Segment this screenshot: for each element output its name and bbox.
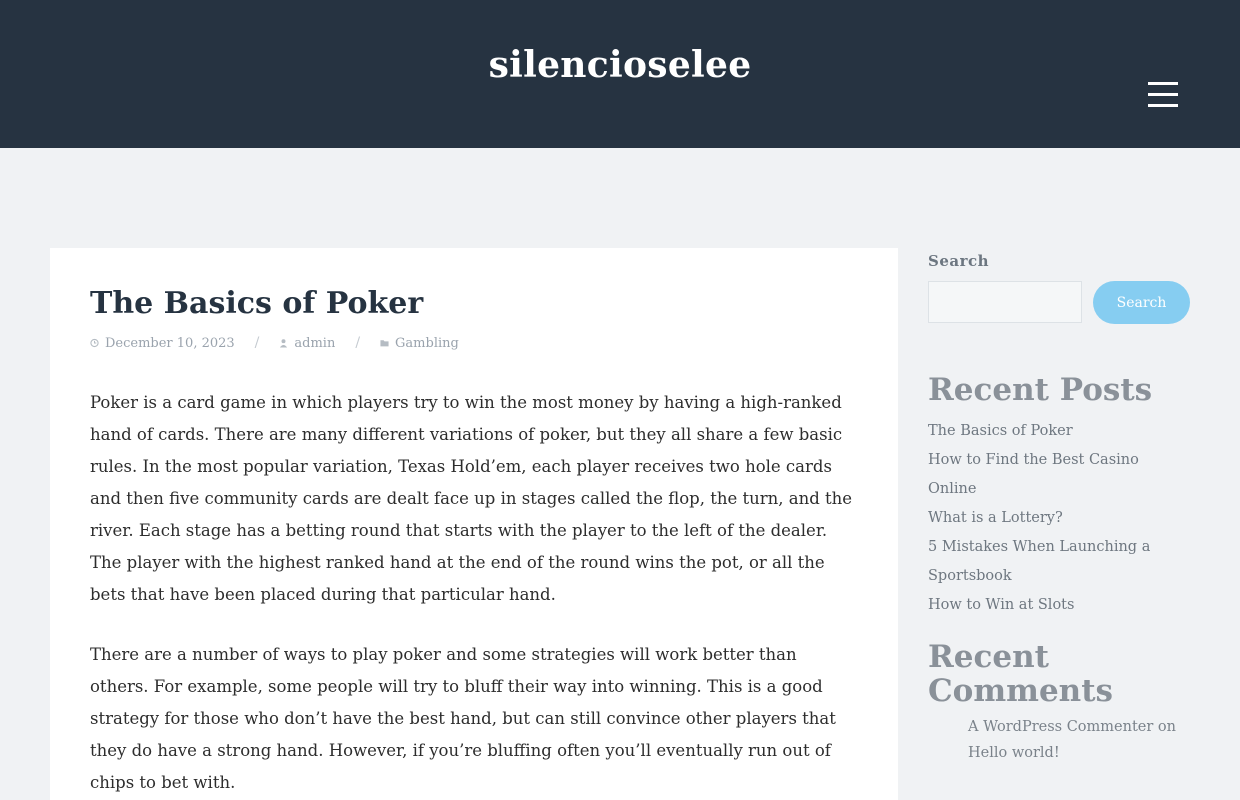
- comment-post-link[interactable]: Hello world!: [968, 745, 1060, 761]
- list-item: [928, 446, 1190, 504]
- recent-post-link[interactable]: 5 Mistakes When Launching a Sportsbook: [928, 539, 1151, 584]
- hamburger-menu-icon[interactable]: [1146, 80, 1180, 108]
- comment-connector: on: [1157, 719, 1176, 735]
- post-meta: [90, 335, 459, 351]
- search-label: Search: [928, 252, 990, 270]
- post-paragraph: There are a number of ways to play poker and some strategies will work better than others. For example, some people will try to bluff their way into winning. This is a good strategy for those who don’t have the best hand, but can still convince other players that they do have a strong hand. However, if you’re bluffing often you’ll eventually run out of chips to bet with.: [90, 645, 836, 792]
- meta-separator: /: [254, 335, 260, 351]
- menu-bar: [1148, 93, 1178, 96]
- list-item: [928, 591, 1190, 620]
- menu-bar: [1148, 104, 1178, 107]
- recent-post-link[interactable]: How to Find the Best Casino Online: [928, 452, 1139, 497]
- search-input[interactable]: [928, 281, 1082, 323]
- site-header: [0, 0, 1240, 148]
- post-category-link[interactable]: Gambling: [395, 335, 459, 351]
- list-item: [928, 533, 1190, 591]
- post-paragraph: Poker is a card game in which players try to win the most money by having a high-ranked hand of cards. There are many different variations of poker, but they all share a few basic rules. In the most popular variation, Texas Hold’em, each player receives two hole cards and then five community cards are dealt face up in stages called the flop, the turn, and the river. Each stage has a betting round that starts with the player to the left of the dealer. The player with the highest ranked hand at the end of the round wins the pot, or all the bets that have been placed during that particular hand.: [90, 393, 853, 604]
- recent-posts-list: [928, 417, 1190, 620]
- meta-separator: /: [355, 335, 361, 351]
- menu-bar: [1148, 82, 1178, 85]
- recent-post-link[interactable]: The Basics of Poker: [928, 423, 1073, 439]
- post-author-link[interactable]: admin: [294, 335, 336, 351]
- user-icon: [279, 338, 288, 348]
- list-item: [928, 417, 1190, 446]
- post-article: [50, 248, 898, 800]
- folder-icon: [380, 338, 389, 348]
- comment-author-link[interactable]: A WordPress Commenter: [968, 719, 1154, 735]
- clock-icon: [90, 338, 99, 348]
- site-title[interactable]: silencioselee: [488, 44, 752, 86]
- post-date-link[interactable]: December 10, 2023: [105, 335, 235, 351]
- recent-posts-title: Recent Posts: [928, 372, 1153, 408]
- post-title: The Basics of Poker: [90, 286, 424, 321]
- list-item: [928, 504, 1190, 533]
- recent-post-link[interactable]: What is a Lottery?: [928, 510, 1063, 526]
- recent-comments-title: Recent Comments: [928, 639, 1113, 709]
- search-button[interactable]: Search: [1093, 281, 1190, 324]
- recent-post-link[interactable]: How to Win at Slots: [928, 597, 1075, 613]
- recent-comment: [968, 714, 1190, 766]
